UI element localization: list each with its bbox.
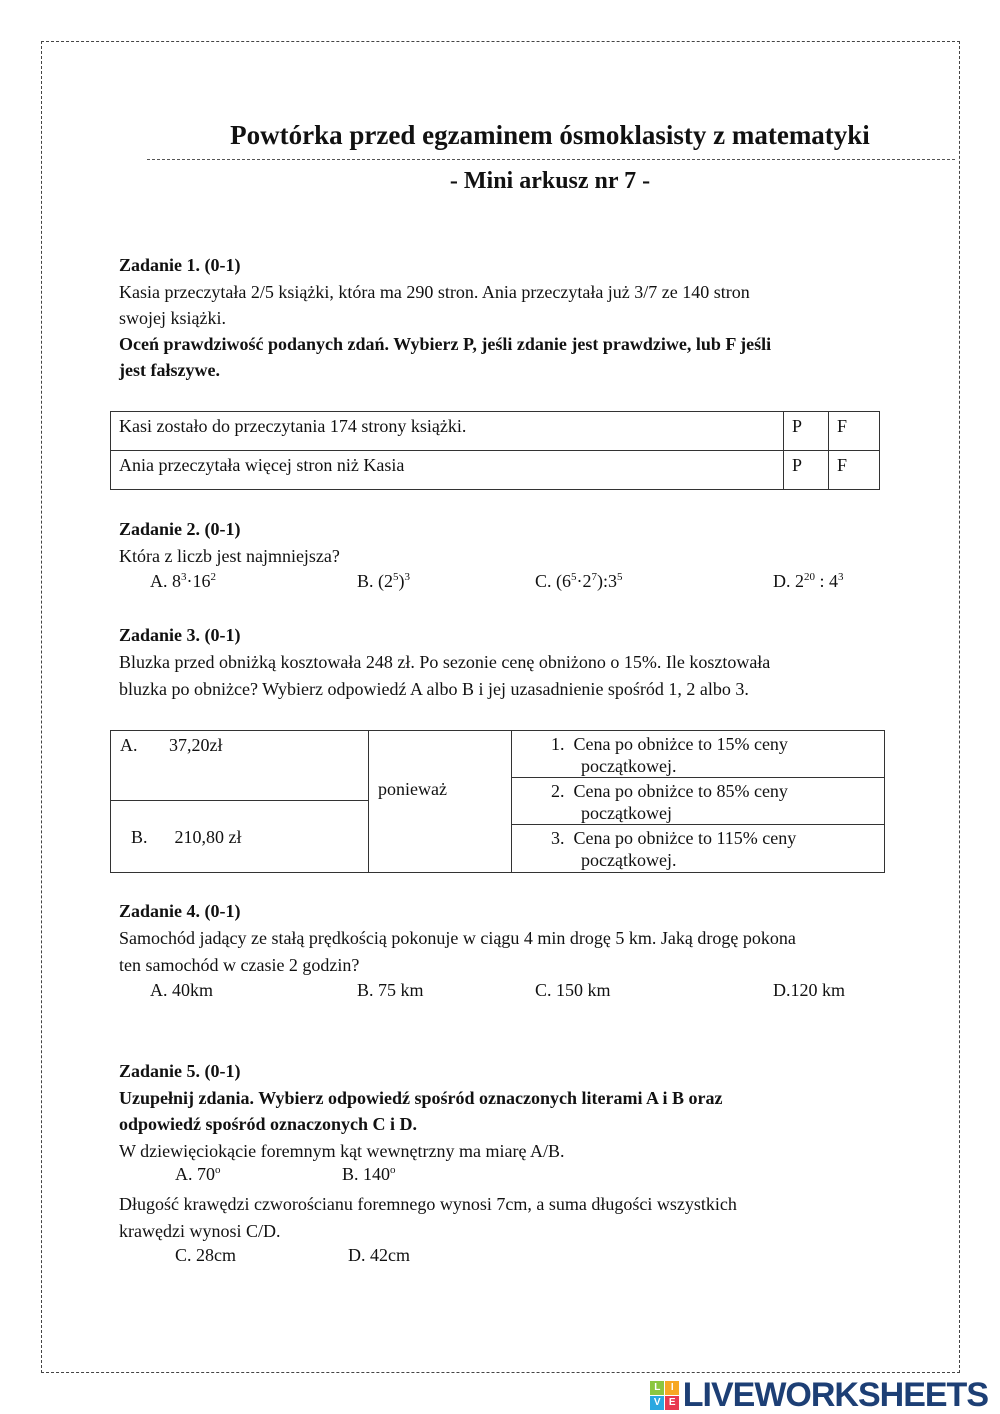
task5-instruction-cont: odpowiedź spośród oznaczonych C i D. xyxy=(119,1114,418,1134)
false-option[interactable]: F xyxy=(829,451,880,490)
task1-instruction: Oceń prawdziwość podanych zdań. Wybierz P, jeśli zdanie jest prawdziwe, lub F jeśli xyxy=(119,334,772,354)
task4-option-b[interactable]: B. 75 km xyxy=(357,980,424,1000)
page-subtitle: - Mini arkusz nr 7 - xyxy=(449,168,651,194)
task2-option-d[interactable]: D. $2^{20}$ : $4^3$ xyxy=(773,571,844,591)
task3-heading: Zadanie 3. (0-1) xyxy=(119,625,241,645)
task5-option-a[interactable]: A. 70$^o$ xyxy=(175,1164,221,1184)
task3-text-cont: bluzka po obniżce? Wybierz odpowiedź A albo B i jej uzasadnienie spośród 1, 2 albo 3. xyxy=(119,679,749,699)
task1-text-cont: swojej książki. xyxy=(119,308,226,328)
task2-question: Która z liczb jest najmniejsza? xyxy=(119,546,340,566)
task5-sentence-2-cont: krawędzi wynosi C/D. xyxy=(119,1221,281,1241)
task1-table xyxy=(110,411,880,490)
page-title: Powtórka przed egzaminem ósmoklasisty z matematyki xyxy=(230,120,870,150)
task1-instruction-cont: jest fałszywe. xyxy=(119,360,220,380)
task4-text-cont: ten samochód w czasie 2 godzin? xyxy=(119,955,360,975)
task3-option-a[interactable]: A. 37,20zł xyxy=(120,735,223,755)
task4-heading: Zadanie 4. (0-1) xyxy=(119,901,241,921)
reason-2[interactable]: 2. Cena po obniżce to 85% ceny początkowej xyxy=(551,781,788,823)
task3-text: Bluzka przed obniżką kosztowała 248 zł. Po sezonie cenę obniżono o 15%. Ile kosztowała xyxy=(119,652,771,672)
task2-option-a[interactable]: A. $8^3\cdot 16^2$ xyxy=(150,571,216,591)
task2-option-b[interactable]: B. $(2^5)^3$ xyxy=(357,571,410,591)
false-option[interactable]: F xyxy=(829,412,880,451)
task4-option-c[interactable]: C. 150 km xyxy=(535,980,611,1000)
logo-tiles-icon: L I V E xyxy=(650,1381,679,1410)
task5-sentence-2: Długość krawędzi czworościanu foremnego wynosi 7cm, a suma długości wszystkich xyxy=(119,1194,737,1214)
task4-option-d[interactable]: D.120 km xyxy=(773,980,845,1000)
true-option[interactable]: P xyxy=(784,412,829,451)
statement: Ania przeczytała więcej stron niż Kasia xyxy=(111,451,784,490)
task5-heading: Zadanie 5. (0-1) xyxy=(119,1061,241,1081)
task3-table xyxy=(110,730,885,873)
task4-option-a[interactable]: A. 40km xyxy=(150,980,213,1000)
task2-option-c[interactable]: C. $(6^5\cdot 2^7):3^5$ xyxy=(535,571,623,591)
table-row xyxy=(111,412,880,451)
true-option[interactable]: P xyxy=(784,451,829,490)
title-divider xyxy=(147,159,955,160)
reason-3[interactable]: 3. Cena po obniżce to 115% ceny początkowej. xyxy=(551,828,797,870)
task3-option-b[interactable]: B. 210,80 zł xyxy=(131,827,242,847)
because-label: ponieważ xyxy=(378,779,447,799)
task5-sentence-1: W dziewięciokącie foremnym kąt wewnętrzny ma miarę A/B. xyxy=(119,1141,565,1161)
task5-option-d[interactable]: D. 42cm xyxy=(348,1245,410,1265)
task2-heading: Zadanie 2. (0-1) xyxy=(119,519,241,539)
task5-instruction: Uzupełnij zdania. Wybierz odpowiedź spośród oznaczonych literami A i B oraz xyxy=(119,1088,723,1108)
task5-option-b[interactable]: B. 140$^o$ xyxy=(342,1164,396,1184)
task4-text: Samochód jadący ze stałą prędkością pokonuje w ciągu 4 min drogę 5 km. Jaką drogę pokona xyxy=(119,928,796,948)
task1-text: Kasia przeczytała 2/5 książki, która ma 290 stron. Ania przeczytała już 3/7 ze 140 stron xyxy=(119,282,750,302)
reason-1[interactable]: 1. Cena po obniżce to 15% ceny początkowej. xyxy=(551,734,788,776)
task5-option-c[interactable]: C. 28cm xyxy=(175,1245,236,1265)
liveworksheets-logo: L I V E LIVEWORKSHEETS xyxy=(650,1376,988,1414)
table-row xyxy=(111,451,880,490)
statement: Kasi zostało do przeczytania 174 strony książki. xyxy=(111,412,784,451)
task1-heading: Zadanie 1. (0-1) xyxy=(119,255,241,275)
